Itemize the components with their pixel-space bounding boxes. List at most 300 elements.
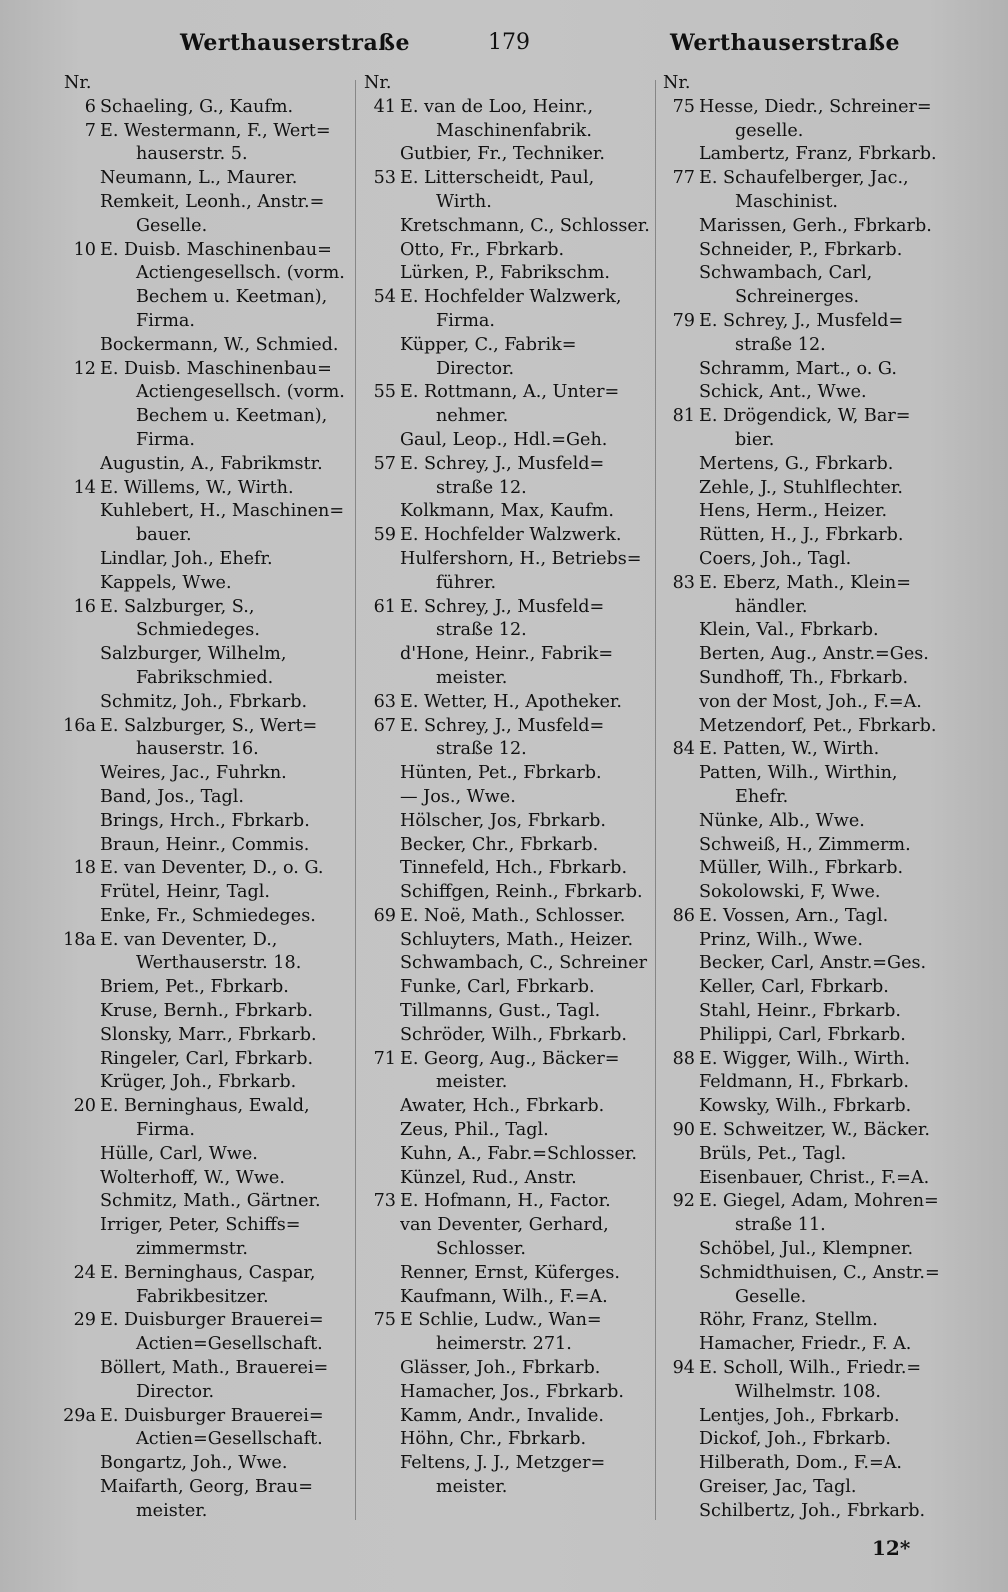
directory-entry [663,1238,958,1262]
entry-text: E. Schrey, J., Musfeld= [699,310,904,331]
house-number: 10 [73,239,96,260]
directory-entry [364,1119,654,1143]
directory-entry [364,1405,654,1429]
entry-text: Hesse, Diedr., Schreiner= [699,96,932,117]
entry-text: Weires, Jac., Fuhrkn. [100,763,287,784]
entry-text: E. Schweitzer, W., Bäcker. [699,1120,930,1141]
entry-continuation: Director. [136,1381,215,1402]
directory-entry [663,834,958,858]
page-header [0,30,1008,70]
entry-text: Kuhn, A., Fabr.=Schlosser. [400,1143,637,1164]
directory-entry [663,381,958,405]
house-number: 53 [373,168,396,189]
entry-text: E. Litterscheidt, Paul, [400,168,595,189]
house-number: 29 [73,1310,96,1331]
entry-text: Kamm, Andr., Invalide. [400,1405,604,1426]
directory-entry [663,262,958,310]
house-number: 20 [73,1096,96,1117]
entry-continuation: Firma. [436,310,496,331]
house-number: 92 [672,1191,695,1212]
directory-entry [663,358,958,382]
entry-text: Brüls, Pet., Tagl. [699,1143,847,1164]
directory-entry [364,1214,654,1262]
entry-text: Lentjes, Joh., Fbrkarb. [699,1405,900,1426]
entry-text: Gaul, Leop., Hdl.=Geh. [400,429,608,450]
entry-text: Brings, Hrch., Fbrkarb. [100,810,310,831]
entry-text: E. Hochfelder Walzwerk, [400,287,622,308]
directory-entry [364,762,654,786]
directory-entry [64,1309,349,1357]
entry-text: Greiser, Jac, Tagl. [699,1477,857,1498]
directory-entry [663,1428,958,1452]
column-2 [364,72,654,1500]
directory-entry [364,691,654,715]
directory-entry [64,477,349,501]
directory-entry [64,1095,349,1143]
entry-text: von der Most, Joh., F.=A. [699,691,922,712]
directory-entry [663,881,958,905]
directory-entry [663,1167,958,1191]
entry-text: Salzburger, Wilhelm, [100,644,287,665]
entry-text: E. Duisburger Brauerei= [100,1310,324,1331]
directory-entry [663,1048,958,1072]
house-number: 63 [373,691,396,712]
entry-text: E. Patten, W., Wirth. [699,739,880,760]
entry-text: Hulfershorn, H., Betriebs= [400,548,642,569]
directory-entry [364,500,654,524]
directory-entry [64,167,349,191]
entry-text: Schöbel, Jul., Klempner. [699,1239,914,1260]
house-number: 94 [672,1358,695,1379]
house-number: 24 [73,1262,96,1283]
entry-text: Gutbier, Fr., Techniker. [400,144,605,165]
entry-continuation: Wirth. [436,191,492,212]
directory-entry [64,1143,349,1167]
directory-entry [64,1024,349,1048]
entry-continuation: Fabrikbesitzer. [136,1286,269,1307]
entry-continuation: meister. [436,1477,508,1498]
entry-text: Enke, Fr., Schmiedeges. [100,905,316,926]
directory-entry [663,572,958,620]
directory-entry [663,929,958,953]
entry-text: Berten, Aug., Anstr.=Ges. [699,644,929,665]
entry-text: Eisenbauer, Christ., F.=A. [699,1167,930,1188]
entry-text: Kuhlebert, H., Maschinen= [100,501,345,522]
directory-entry [64,976,349,1000]
directory-entry [663,405,958,453]
entry-continuation: Firma. [136,429,196,450]
directory-entry [364,715,654,763]
directory-entry [364,548,654,596]
directory-entry [663,215,958,239]
directory-entry [64,500,349,548]
entry-continuation: hauserstr. 5. [136,144,248,165]
directory-entry [663,810,958,834]
house-number: 79 [672,310,695,331]
entry-text: E. van de Loo, Heinr., [400,96,594,117]
entry-continuation: Firma. [136,310,196,331]
entry-text: E. Berninghaus, Caspar, [100,1262,316,1283]
entry-text: E. Rottmann, A., Unter= [400,382,620,403]
entry-text: — Jos., Wwe. [400,786,516,807]
entry-text: Becker, Carl, Anstr.=Ges. [699,953,927,974]
directory-entry [663,1000,958,1024]
entry-text: Lürken, P., Fabrikschm. [400,263,611,284]
directory-entry [364,1357,654,1381]
directory-entry [663,143,958,167]
entry-text: Krüger, Joh., Fbrkarb. [100,1072,297,1093]
entry-text: Bongartz, Joh., Wwe. [100,1453,288,1474]
entry-text: Ringeler, Carl, Fbrkarb. [100,1048,314,1069]
entry-continuation: Actiengesellsch. (vorm. [136,263,345,284]
entry-text: Klein, Val., Fbrkarb. [699,620,879,641]
directory-entry [663,1333,958,1357]
directory-entry [663,905,958,929]
directory-entry [64,572,349,596]
directory-entry [364,810,654,834]
directory-entry [64,96,349,120]
entry-text: E. Georg, Aug., Bäcker= [400,1048,620,1069]
entry-text: E. Salzburger, S., [100,596,255,617]
entry-text: E. Wigger, Wilh., Wirth. [699,1048,910,1069]
entry-text: Schneider, P., Fbrkarb. [699,239,903,260]
entry-text: Schmitz, Joh., Fbrkarb. [100,691,308,712]
house-number: 6 [84,96,96,117]
entry-text: E. Noë, Math., Schlosser. [400,905,626,926]
entry-continuation: straße 12. [436,477,527,498]
entry-text: E. Scholl, Wilh., Friedr.= [699,1358,922,1379]
entry-text: Keller, Carl, Fbrkarb. [699,977,889,998]
entry-text: E. Schrey, J., Musfeld= [400,453,605,474]
entry-text: Schweiß, H., Zimmerm. [699,834,911,855]
entry-text: Höhn, Chr., Fbrkarb. [400,1429,587,1450]
entry-text: Hünten, Pet., Fbrkarb. [400,763,602,784]
entry-continuation: straße 12. [436,739,527,760]
entry-text: E. Wetter, H., Apotheker. [400,691,622,712]
entry-continuation: bauer. [136,525,192,546]
directory-entry [364,1095,654,1119]
entry-text: E. Schrey, J., Musfeld= [400,596,605,617]
directory-entry [364,857,654,881]
directory-entry [663,310,958,358]
entry-text: E. Hofmann, H., Factor. [400,1191,611,1212]
house-number: 54 [373,287,396,308]
directory-entry [64,810,349,834]
house-number: 12 [73,358,96,379]
house-number: 69 [373,905,396,926]
entry-text: Kaufmann, Wilh., F.=A. [400,1286,608,1307]
entry-text: Küpper, C., Fabrik= [400,334,577,355]
column-divider [655,80,656,1520]
entry-text: Nünke, Alb., Wwe. [699,810,865,831]
entry-continuation: meister. [436,1072,508,1093]
entry-text: Schilbertz, Joh., Fbrkarb. [699,1500,926,1521]
entry-text: Schwambach, C., Schreiner [400,953,648,974]
house-number: 55 [373,382,396,403]
entry-text: Schluyters, Math., Heizer. [400,929,634,950]
entry-text: Schick, Ant., Wwe. [699,382,867,403]
entry-text: Hölscher, Jos, Fbrkarb. [400,810,607,831]
entry-text: Stahl, Heinr., Fbrkarb. [699,1001,902,1022]
house-number: 86 [672,905,695,926]
entry-continuation: händler. [735,596,808,617]
directory-entry [364,1167,654,1191]
entry-text: Hamacher, Friedr., F. A. [699,1334,912,1355]
directory-entry [364,1190,654,1214]
entry-text: Funke, Carl, Fbrkarb. [400,977,595,998]
directory-entry [364,1048,654,1096]
column-3 [663,72,958,1524]
house-number: 71 [373,1048,396,1069]
column-1 [64,72,349,1524]
directory-entry [364,905,654,929]
column-divider [355,80,356,1520]
entry-continuation: Maschinist. [735,191,838,212]
directory-entry [64,239,349,334]
house-number: 61 [373,596,396,617]
entry-text: Patten, Wilh., Wirthin, [699,763,898,784]
directory-entry [663,1024,958,1048]
directory-entry [64,691,349,715]
entry-text: Maifarth, Georg, Brau= [100,1477,313,1498]
entry-text: Band, Jos., Tagl. [100,786,244,807]
column-nr-label: Nr. [64,73,92,93]
house-number: 83 [672,572,695,593]
directory-entry [663,548,958,572]
entry-text: Müller, Wilh., Fbrkarb. [699,858,904,879]
directory-entry [64,881,349,905]
entry-text: Zehle, J., Stuhlflechter. [699,477,903,498]
directory-entry [364,334,654,382]
directory-entry [64,1000,349,1024]
entry-text: Prinz, Wilh., Wwe. [699,929,863,950]
entry-text: E. Duisburger Brauerei= [100,1405,324,1426]
header-street-left: Werthauserstraße [180,30,410,56]
entry-text: Feldmann, H., Fbrkarb. [699,1072,909,1093]
entry-continuation: Actiengesellsch. (vorm. [136,382,345,403]
entry-text: E. Duisb. Maschinenbau= [100,358,332,379]
entry-text: Dickof, Joh., Fbrkarb. [699,1429,891,1450]
entry-text: Sokolowski, F, Wwe. [699,882,881,903]
directory-entry [64,1214,349,1262]
directory-entry [64,715,349,763]
entry-text: Lambertz, Franz, Fbrkarb. [699,144,937,165]
entry-text: Awater, Hch., Fbrkarb. [400,1096,605,1117]
entry-continuation: meister. [436,667,508,688]
entry-text: Sundhoff, Th., Fbrkarb. [699,667,909,688]
entry-text: E Schlie, Ludw., Wan= [400,1310,602,1331]
directory-entry [364,1309,654,1357]
directory-entry [663,1452,958,1476]
directory-entry [64,1476,349,1524]
directory-entry [663,715,958,739]
entry-continuation: Firma. [136,1120,196,1141]
house-number: 67 [373,715,396,736]
directory-entry [364,976,654,1000]
entry-text: Schwambach, Carl, [699,263,873,284]
house-number: 16 [73,596,96,617]
entry-continuation: bier. [735,429,775,450]
entry-continuation: Geselle. [136,215,208,236]
entry-text: Böllert, Math., Brauerei= [100,1358,329,1379]
entry-text: Feltens, J. J., Metzger= [400,1453,606,1474]
directory-entry [64,191,349,239]
directory-entry [364,215,654,239]
house-number: 29a [63,1405,96,1426]
directory-entry [64,929,349,977]
house-number: 18 [73,858,96,879]
house-number: 81 [672,406,695,427]
directory-entry [663,477,958,501]
directory-entry [663,691,958,715]
directory-entry [364,1024,654,1048]
entry-text: Schiffgen, Reinh., Fbrkarb. [400,882,643,903]
directory-entry [364,286,654,334]
entry-continuation: Bechem u. Keetman), [136,406,328,427]
house-number: 75 [373,1310,396,1331]
directory-entry [663,1071,958,1095]
directory-entry [663,1143,958,1167]
entry-text: Marissen, Gerh., Fbrkarb. [699,215,932,236]
directory-entry [364,96,654,144]
directory-entry [364,1428,654,1452]
entry-text: Wolterhoff, W., Wwe. [100,1167,285,1188]
directory-entry [663,738,958,762]
directory-entry [64,596,349,644]
entry-text: E. Eberz, Math., Klein= [699,572,911,593]
entry-text: Briem, Pet., Fbrkarb. [100,977,289,998]
directory-entry [364,929,654,953]
directory-entry [364,834,654,858]
house-number: 88 [672,1048,695,1069]
entry-continuation: Schlosser. [436,1239,526,1260]
entry-continuation: meister. [136,1500,208,1521]
directory-entry [663,952,958,976]
directory-entry [663,1095,958,1119]
directory-entry [364,1381,654,1405]
directory-entry [64,358,349,453]
entry-text: Philippi, Carl, Fbrkarb. [699,1024,906,1045]
house-number: 14 [73,477,96,498]
directory-entry [364,143,654,167]
entry-text: Zeus, Phil., Tagl. [400,1120,549,1141]
directory-entry [663,619,958,643]
entry-text: Metzendorf, Pet., Fbrkarb. [699,715,937,736]
directory-entry [663,96,958,144]
directory-entry [64,1357,349,1405]
directory-entry [364,1262,654,1286]
entry-text: E. van Deventer, D., [100,929,278,950]
directory-entry [663,857,958,881]
entry-text: E. Berninghaus, Ewald, [100,1096,310,1117]
directory-entry [663,762,958,810]
directory-entry [64,453,349,477]
directory-entry [64,857,349,881]
directory-entry [364,167,654,215]
entry-continuation: straße 12. [735,334,826,355]
entry-text: Schmitz, Math., Gärtner. [100,1191,321,1212]
entry-text: Hens, Herm., Heizer. [699,501,888,522]
entry-text: Schröder, Wilh., Fbrkarb. [400,1024,628,1045]
entry-continuation: Werthauserstr. 18. [136,953,302,974]
entry-continuation: Actien=Gesellschaft. [136,1334,323,1355]
directory-entry [64,1190,349,1214]
entry-continuation: Fabrikschmied. [136,667,274,688]
directory-entry [663,453,958,477]
entry-text: E. Hochfelder Walzwerk. [400,525,622,546]
entry-continuation: Bechem u. Keetman), [136,287,328,308]
entry-text: E. Schrey, J., Musfeld= [400,715,605,736]
house-number: 77 [672,168,695,189]
entry-text: Remkeit, Leonh., Anstr.= [100,191,325,212]
house-number: 73 [373,1191,396,1212]
entry-text: Glässer, Joh., Fbrkarb. [400,1358,601,1379]
directory-entry [64,762,349,786]
entry-continuation: führer. [436,572,497,593]
house-number: 16a [63,715,96,736]
entry-text: E. Schaufelberger, Jac., [699,168,909,189]
directory-entry [663,524,958,548]
entry-continuation: Actien=Gesellschaft. [136,1429,323,1450]
directory-entry [364,643,654,691]
entry-continuation: straße 11. [735,1215,826,1236]
entry-text: Lindlar, Joh., Ehefr. [100,548,273,569]
directory-entry [663,1357,958,1405]
directory-entry [663,1119,958,1143]
entry-continuation: Schmiedeges. [136,620,260,641]
entry-text: E. van Deventer, D., o. G. [100,858,324,879]
directory-entry [663,1190,958,1238]
directory-entry [364,524,654,548]
directory-entry [364,1143,654,1167]
entry-text: Kowsky, Wilh., Fbrkarb. [699,1096,912,1117]
entry-text: Hamacher, Jos., Fbrkarb. [400,1381,625,1402]
entry-text: Renner, Ernst, Küferges. [400,1262,620,1283]
entry-text: Coers, Joh., Tagl. [699,548,852,569]
directory-entry [364,596,654,644]
entry-text: Irriger, Peter, Schiffs= [100,1215,301,1236]
directory-entry [364,1000,654,1024]
directory-entry [364,786,654,810]
directory-entry [663,167,958,215]
entry-text: Becker, Chr., Fbrkarb. [400,834,599,855]
entry-text: E. Duisb. Maschinenbau= [100,239,332,260]
directory-entry [364,429,654,453]
entry-continuation: geselle. [735,120,804,141]
directory-entry [64,1048,349,1072]
entry-text: Neumann, L., Maurer. [100,168,298,189]
directory-entry [663,667,958,691]
directory-entry [364,952,654,976]
entry-text: Braun, Heinr., Commis. [100,834,310,855]
entry-continuation: hauserstr. 16. [136,739,259,760]
house-number: 84 [672,739,695,760]
page-number: 179 [488,30,530,55]
entry-text: Künzel, Rud., Anstr. [400,1167,577,1188]
entry-text: Kruse, Bernh., Fbrkarb. [100,1001,313,1022]
entry-text: Rütten, H., J., Fbrkarb. [699,525,904,546]
entry-text: Tinnefeld, Hch., Fbrkarb. [400,858,628,879]
column-nr-label: Nr. [663,73,691,93]
house-number: 7 [84,120,96,141]
entry-text: Bockermann, W., Schmied. [100,334,339,355]
entry-text: Mertens, G., Fbrkarb. [699,453,894,474]
directory-entry [364,239,654,263]
directory-entry [364,453,654,501]
entry-text: Augustin, A., Fabrikmstr. [100,453,323,474]
directory-entry [663,1262,958,1310]
house-number: 18a [63,929,96,950]
